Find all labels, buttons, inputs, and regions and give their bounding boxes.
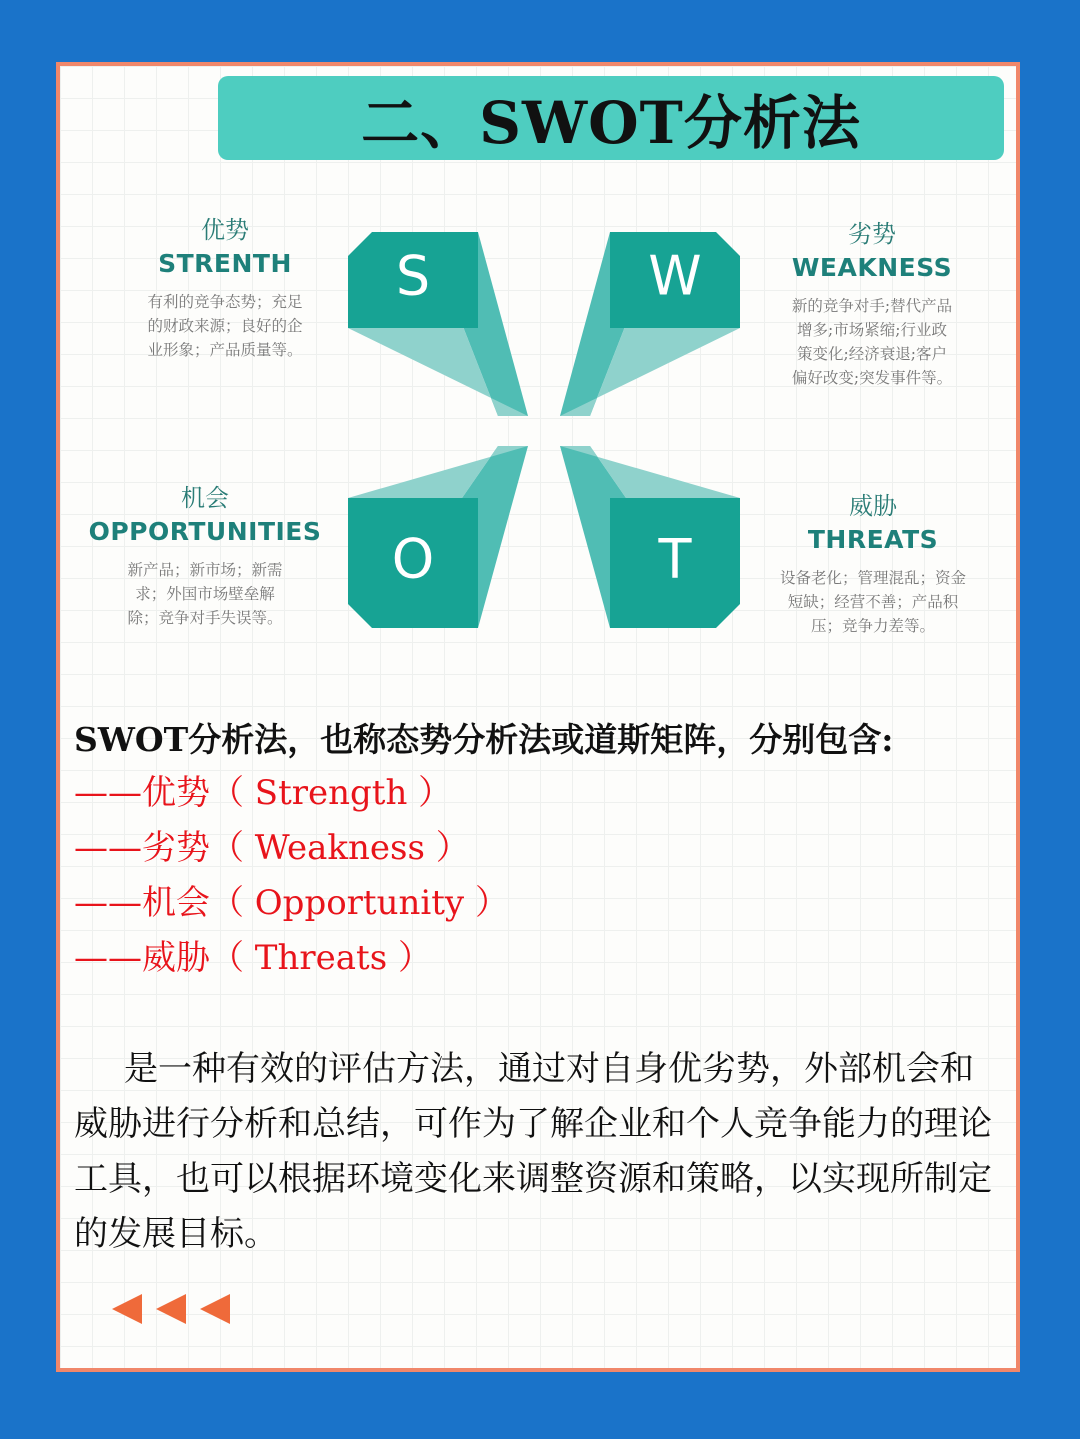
- description-paragraph: 是一种有效的评估方法，通过对自身优劣势，外部机会和威胁进行分析和总结，可作为了解企业和个人竞争能力的理论工具，也可以根据环境变化来调整资源和策略，以实现所制定的发展目标。: [74, 1049, 992, 1254]
- arrow-group: [110, 1292, 232, 1326]
- swot-letter-w: W: [648, 244, 702, 308]
- page-title: 二、SWOT分析法: [361, 89, 861, 157]
- swot-letter-s: S: [395, 244, 431, 308]
- strength-zh: 优势: [201, 216, 249, 244]
- content-card: [56, 62, 1020, 1372]
- swot-letter-o: O: [391, 527, 435, 591]
- swot-tile-s: [348, 232, 528, 416]
- swot-tile-o: [348, 446, 528, 628]
- swot-letter-t: T: [658, 527, 692, 591]
- list-item-strength: ——优势（ Strength ）: [74, 773, 453, 813]
- list-item-threats: ——威胁（ Threats ）: [74, 938, 432, 978]
- threats-zh: 威胁: [849, 492, 897, 520]
- strength-en: STRENTH: [158, 249, 292, 278]
- list-item-opportunity: ——机会（ Opportunity ）: [74, 883, 509, 923]
- weakness-zh: 劣势: [848, 220, 896, 248]
- threats-block: [760, 486, 986, 638]
- threats-en: THREATS: [807, 525, 939, 554]
- opportunities-desc: 新产品；新市场；新需 求；外国市场壁垒解 除；竞争对手失误等。: [127, 561, 283, 627]
- strength-block: [130, 210, 320, 362]
- threats-desc: 设备老化；管理混乱；资金 短缺；经营不善；产品积 压；竞争力差等。: [779, 569, 966, 635]
- swot-list: [74, 766, 509, 986]
- opportunities-zh: 机会: [181, 484, 229, 512]
- list-item-weakness: ——劣势（ Weakness ）: [74, 828, 470, 868]
- swot-tile-w: [560, 232, 740, 416]
- strength-desc: 有利的竞争态势；充足 的财政来源；良好的企 业形象；产品质量等。: [147, 293, 303, 359]
- weakness-en: WEAKNESS: [791, 253, 953, 282]
- weakness-desc: 新的竞争对手;替代产品 增多;市场紧缩;行业政 策变化;经济衰退;客户 偏好改变;突发事件等。: [791, 297, 953, 387]
- arrow-left-icon: [198, 1292, 232, 1326]
- weakness-block: [772, 214, 972, 390]
- arrow-left-icon: [110, 1292, 144, 1326]
- intro-text: SWOT分析法，也称态势分析法或道斯矩阵，分别包含:: [74, 720, 894, 759]
- opportunities-en: OPPORTUNITIES: [88, 517, 322, 546]
- swot-tile-t: [560, 446, 740, 628]
- arrow-left-icon: [154, 1292, 188, 1326]
- opportunities-block: [80, 478, 330, 630]
